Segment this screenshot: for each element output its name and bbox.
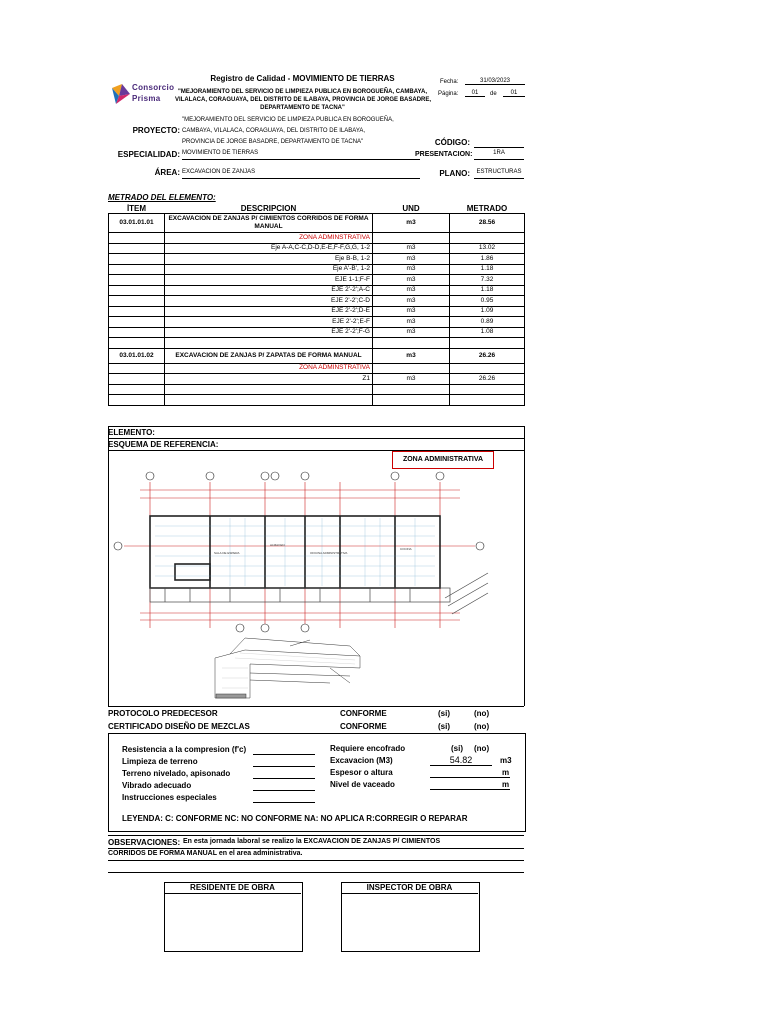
fecha-value: 31/03/2023: [465, 78, 525, 85]
description-cell: EJE 2'-2';D-E: [165, 306, 373, 317]
brand-line2: Prisma: [132, 94, 161, 103]
table-row: [109, 285, 525, 296]
description-cell: ZONA ADMINSTRATIVA: [165, 233, 373, 244]
description-cell: Eje A'-B', 1-2: [165, 264, 373, 275]
metrado-cell: 1.86: [450, 254, 525, 265]
espesor-field: [430, 767, 510, 778]
item-cell: [109, 275, 165, 286]
item-cell: [109, 327, 165, 338]
table-row: [109, 327, 525, 338]
item-cell: [109, 264, 165, 275]
room-label: SALA DE ESPERA: [214, 551, 240, 555]
item-cell: 03.01.01.01: [109, 214, 165, 233]
metrado-cell: [450, 233, 525, 244]
description-cell: [165, 395, 373, 406]
proyecto-line: PROVINCIA DE JORGE BASADRE, DEPARTAMENTO DE TACNA": [182, 139, 364, 145]
no-option[interactable]: (no): [474, 709, 490, 718]
unit-cell: [373, 338, 450, 349]
encofrado-si[interactable]: (si): [451, 744, 463, 753]
table-row: [109, 338, 525, 349]
table-row: [109, 243, 525, 254]
table-row: [109, 317, 525, 328]
description-cell: EJE 2'-2';F-G: [165, 327, 373, 338]
unit-cell: [373, 395, 450, 406]
room-label: ALMACEN: [270, 543, 285, 547]
unit-cell: m3: [373, 214, 450, 233]
espesor-label: Espesor o altura: [330, 768, 393, 777]
unit-cell: m3: [373, 374, 450, 385]
metrado-cell: 26.26: [450, 374, 525, 385]
pagina-de: de: [490, 91, 497, 97]
metrado-cell: [450, 363, 525, 374]
proyecto-label: PROYECTO:: [132, 126, 180, 135]
subtitle-line: VILALACA, CORAGUAYA, DEL DISTRITO DE ILABAYA, PROVINCIA DE JORGE BASADRE,: [175, 97, 432, 103]
metrado-cell: [450, 384, 525, 395]
pagina-number: 01: [465, 90, 485, 97]
item-cell: [109, 296, 165, 307]
metrado-cell: 13.02: [450, 243, 525, 254]
check-item: Terreno nivelado, apisonado: [122, 769, 231, 778]
metrado-table: [108, 204, 525, 406]
description-cell: ZONA ADMINSTRATIVA: [165, 363, 373, 374]
proyecto-value: [182, 115, 394, 148]
item-cell: [109, 306, 165, 317]
table-row: [109, 306, 525, 317]
presentacion-label: PRESENTACION:: [415, 151, 473, 158]
brand-line1: Consorcio: [132, 83, 175, 92]
conforme-label: CONFORME: [340, 709, 387, 718]
observaciones-label: OBSERVACIONES:: [108, 838, 181, 847]
company-logo: [110, 80, 185, 110]
check-item: Instrucciones especiales: [122, 793, 217, 802]
metrado-cell: 7.32: [450, 275, 525, 286]
pagina-total: 01: [503, 90, 525, 97]
subtitle-line: DEPARTAMENTO DE TACNA": [260, 105, 345, 111]
checks-left: [122, 744, 246, 804]
subtitle-line: "MEJORAMIENTO DEL SERVICIO DE LIMPIEZA PUBLICA EN BOROGUEÑA, CAMBAYA,: [178, 89, 427, 95]
description-cell: EJE 2'-2';A-C: [165, 285, 373, 296]
presentacion-value: 1RA: [474, 150, 524, 160]
description-cell: [165, 384, 373, 395]
description-cell: EJE 1-1;F-F: [165, 275, 373, 286]
fecha-label: Fecha:: [440, 79, 459, 85]
table-row: [109, 264, 525, 275]
item-cell: [109, 395, 165, 406]
table-row: [109, 374, 525, 385]
observaciones-line2: CORRIDOS DE FORMA MANUAL en el area administrativa.: [108, 850, 303, 857]
metrado-cell: 0.95: [450, 296, 525, 307]
item-cell: [109, 317, 165, 328]
item-cell: 03.01.01.02: [109, 348, 165, 363]
si-option[interactable]: (si): [438, 722, 450, 731]
metrado-cell: 1.08: [450, 327, 525, 338]
unit-cell: m3: [373, 243, 450, 254]
protocolo-label: PROTOCOLO PREDECESOR: [108, 709, 218, 718]
description-cell: Z1: [165, 374, 373, 385]
form-title: Registro de Calidad - MOVIMIENTO DE TIERRAS: [210, 74, 395, 83]
leyenda: LEYENDA: C: CONFORME NC: NO CONFORME NA: NO APLICA R:CORREGIR O REPARAR: [122, 814, 468, 823]
description-cell: EXCAVACION DE ZANJAS P/ CIMIENTOS CORRIDOS DE FORMA MANUAL: [165, 214, 373, 233]
description-cell: EXCAVACION DE ZANJAS P/ ZAPATAS DE FORMA MANUAL: [165, 348, 373, 363]
item-cell: [109, 374, 165, 385]
description-cell: Eje B-B, 1-2: [165, 254, 373, 265]
unit-cell: m3: [373, 306, 450, 317]
excavacion-unit: m3: [500, 756, 512, 765]
area-label: ÁREA:: [154, 168, 180, 177]
metrado-cell: 0.89: [450, 317, 525, 328]
proyecto-line: "MEJORAMIENTO DEL SERVICIO DE LIMPIEZA PUBLICA EN BOROGUEÑA,: [182, 117, 394, 123]
excavacion-label: Excavacion (M3): [330, 756, 393, 765]
column-header: DESCRIPCION: [165, 204, 373, 214]
inspector-label: INSPECTOR DE OBRA: [341, 883, 478, 894]
description-cell: EJE 2'-2';C-D: [165, 296, 373, 307]
nivel-label: Nivel de vaceado: [330, 780, 395, 789]
table-row: [109, 296, 525, 307]
check-item: Resistencia a la compresion (f'c): [122, 745, 247, 754]
metrado-section-title: METRADO DEL ELEMENTO:: [108, 193, 216, 202]
unit-cell: m3: [373, 327, 450, 338]
unit-cell: m3: [373, 264, 450, 275]
table-row: [109, 275, 525, 286]
form-subtitle: [175, 88, 430, 112]
nivel-field: [430, 779, 510, 790]
conforme-label: CONFORME: [340, 722, 387, 731]
no-option[interactable]: (no): [474, 722, 490, 731]
table-row: [109, 233, 525, 244]
item-cell: [109, 243, 165, 254]
plano-value: ESTRUCTURAS: [474, 169, 524, 179]
metrado-cell: [450, 338, 525, 349]
unit-cell: m3: [373, 348, 450, 363]
unit-cell: m3: [373, 317, 450, 328]
table-row: [109, 363, 525, 374]
column-header: ÍTEM: [109, 204, 165, 214]
si-option[interactable]: (si): [438, 709, 450, 718]
unit-cell: m3: [373, 254, 450, 265]
unit-cell: m3: [373, 296, 450, 307]
room-label: OFICINA ADMINISTRATIVA: [310, 551, 348, 555]
floor-plan-drawing: [110, 468, 490, 706]
metrado-cell: 1.09: [450, 306, 525, 317]
check-item: Vibrado adecuado: [122, 781, 192, 790]
metrado-cell: 1.18: [450, 285, 525, 296]
item-cell: [109, 233, 165, 244]
codigo-label: CÓDIGO:: [434, 138, 470, 147]
description-cell: EJE 2'-2';E-F: [165, 317, 373, 328]
plano-label: PLANO:: [439, 169, 470, 178]
column-header: METRADO: [450, 204, 525, 214]
table-header-row: [109, 204, 525, 214]
table-row: [109, 384, 525, 395]
metrado-cell: 26.26: [450, 348, 525, 363]
excavacion-value: 54.82: [430, 755, 492, 766]
unit-cell: [373, 384, 450, 395]
codigo-value: [474, 138, 524, 148]
metrado-cell: 28.56: [450, 214, 525, 233]
item-cell: [109, 384, 165, 395]
espesor-unit: m: [502, 768, 510, 777]
encofrado-no[interactable]: (no): [474, 744, 490, 753]
table-row: [109, 395, 525, 406]
table-row: [109, 214, 525, 233]
especialidad-label: ESPECIALIDAD:: [117, 150, 180, 159]
area-value: EXCAVACION DE ZANJAS: [182, 169, 420, 179]
metrado-cell: [450, 395, 525, 406]
item-cell: [109, 254, 165, 265]
room-label: COCINA: [400, 547, 412, 551]
encofrado-label: Requiere encofrado: [330, 744, 406, 753]
column-header: UND: [373, 204, 450, 214]
unit-cell: [373, 363, 450, 374]
description-cell: [165, 338, 373, 349]
unit-cell: m3: [373, 285, 450, 296]
description-cell: Eje A-A,C-C,D-D,E-E,F-F,G,G, 1-2: [165, 243, 373, 254]
esquema-label: ESQUEMA DE REFERENCIA:: [108, 440, 219, 449]
check-item: Limpieza de terreno: [122, 757, 198, 766]
mezclas-label: CERTIFICADO DISEÑO DE MEZCLAS: [108, 722, 250, 731]
pagina-label: Página:: [438, 91, 459, 97]
nivel-unit: m: [502, 780, 510, 789]
unit-cell: m3: [373, 275, 450, 286]
metrado-cell: 1.18: [450, 264, 525, 275]
elemento-label: ELEMENTO:: [108, 428, 155, 437]
prism-icon: [110, 82, 132, 106]
item-cell: [109, 338, 165, 349]
table-row: [109, 348, 525, 363]
residente-label: RESIDENTE DE OBRA: [164, 883, 301, 894]
especialidad-value: MOVIMIENTO DE TIERRAS: [182, 150, 420, 160]
table-row: [109, 254, 525, 265]
item-cell: [109, 363, 165, 374]
observaciones-line1: En esta jornada laboral se realizo la EXCAVACION DE ZANJAS P/ CIMIENTOS: [183, 838, 441, 845]
item-cell: [109, 285, 165, 296]
proyecto-line: CAMBAYA, VILALACA, CORAGUAYA, DEL DISTRITO DE ILABAYA,: [182, 128, 366, 134]
zona-administrativa-box: ZONA ADMINISTRATIVA: [392, 451, 494, 469]
unit-cell: [373, 233, 450, 244]
